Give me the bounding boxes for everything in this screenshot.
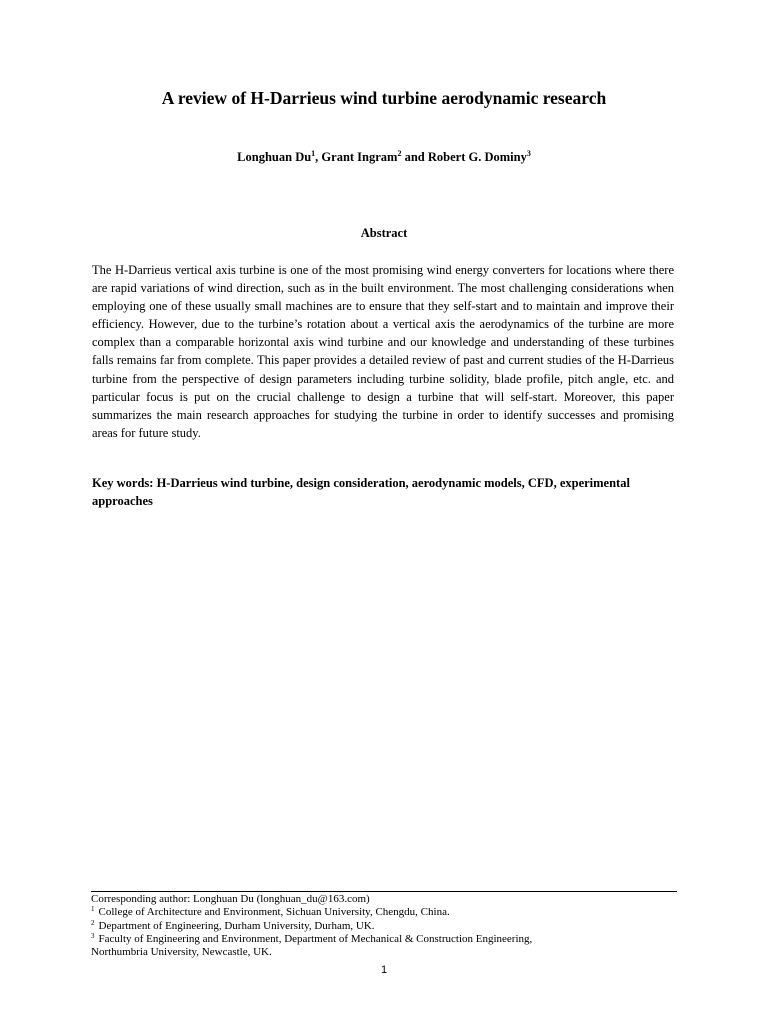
affiliation-text: College of Architecture and Environment, Sichuan University, Chengdu, China. <box>98 906 450 919</box>
author-affiliation-mark: 3 <box>526 149 531 158</box>
author-list <box>0 149 768 165</box>
keywords: Key words: H-Darrieus wind turbine, design consideration, aerodynamic models, CFD, experimental approaches <box>92 476 630 508</box>
affiliation-mark: 2 <box>91 918 95 927</box>
author-affiliation-mark: 2 <box>397 149 402 158</box>
footnote-divider <box>91 891 677 892</box>
abstract-body: The H-Darrieus vertical axis turbine is one of the most promising wind energy converters for locations where there are rapid variations of wind direction, such as in the built environment. The most challenging considerations when employing one of these usually small machines are to ensure that they self-start and to maintain and improve their efficiency. However, due to the turbine’s rotation about a vertical axis the aerodynamics of the turbine are more complex than a comparable horizontal axis wind turbine and our knowledge and understanding of these turbines falls remains far from complete. This paper provides a detailed review of past and current studies of the H-Darrieus turbine from the perspective of design parameters including turbine solidity, blade profile, pitch angle, etc. and particular focus is put on the crucial challenge to design a turbine that will self-start. Moreover, this paper summarizes the main research approaches for studying the turbine in order to identify successes and promising areas for future study. <box>92 263 674 440</box>
affiliation-text: Faculty of Engineering and Environment, Department of Mechanical & Construction Engineering, <box>98 932 533 945</box>
page-number: 1 <box>380 964 388 976</box>
affiliation-continuation: Northumbria University, Newcastle, UK. <box>91 946 272 959</box>
affiliation-mark: 1 <box>91 905 95 914</box>
author-affiliation-mark: 1 <box>311 149 316 158</box>
affiliation-mark: 3 <box>91 931 95 940</box>
author-name: Robert G. Dominy <box>427 150 527 164</box>
affiliation-note <box>91 906 681 919</box>
corresponding-author-note: Corresponding author: Longhuan Du (longhuan_du@163.com) <box>91 893 370 905</box>
abstract-heading: Abstract <box>360 226 408 240</box>
affiliation-text: Department of Engineering, Durham University, Durham, UK. <box>98 919 375 932</box>
author-name: Longhuan Du <box>237 150 312 164</box>
paper-title: A review of H-Darrieus wind turbine aerodynamic research <box>161 88 607 108</box>
author-separator: and <box>401 150 428 164</box>
author-separator: , <box>315 150 322 164</box>
author-name: Grant Ingram <box>321 150 398 164</box>
affiliation-note <box>91 933 681 946</box>
footnotes <box>91 893 681 959</box>
affiliation-note <box>91 920 681 933</box>
